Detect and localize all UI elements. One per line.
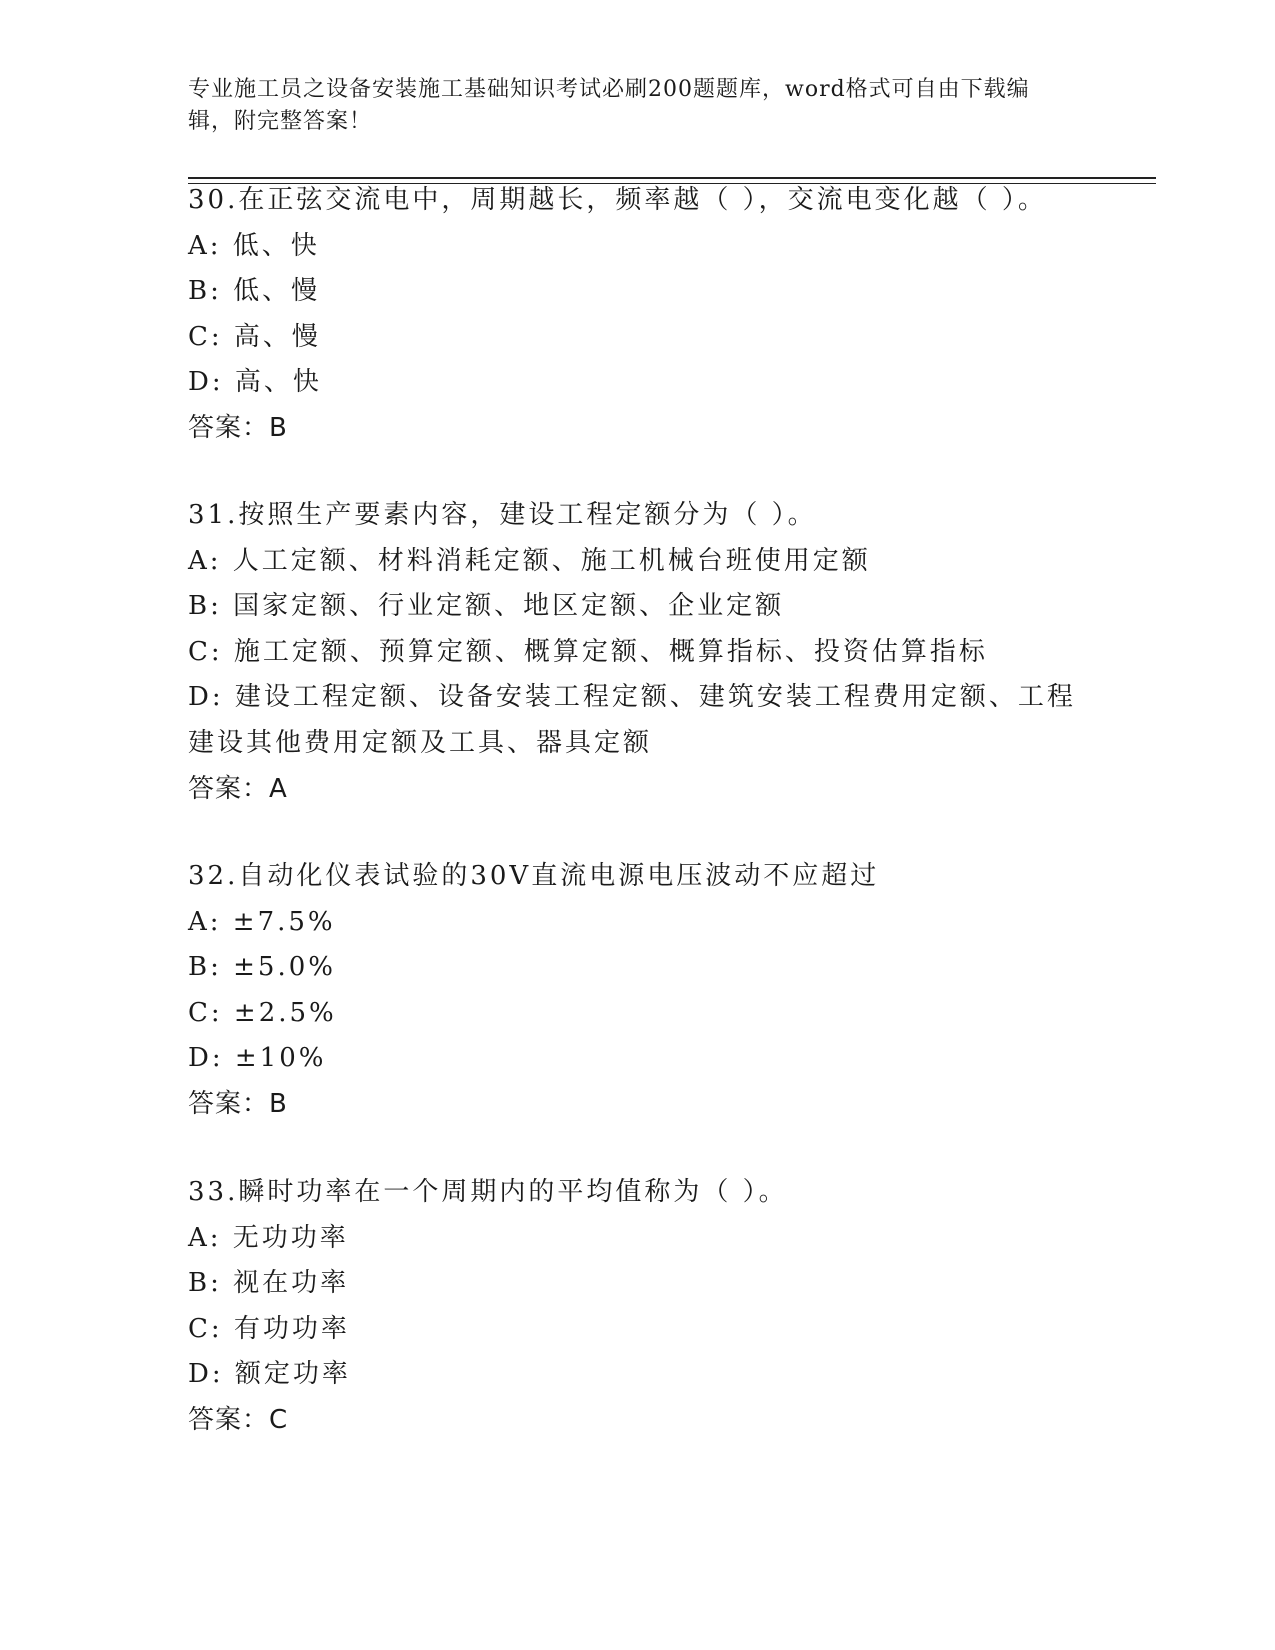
option-c: C: 施工定额、预算定额、概算定额、概算指标、投资估算指标: [188, 636, 988, 667]
answer-line: 答案：A: [188, 773, 288, 804]
option-a: A: 低、快: [188, 230, 320, 261]
answer-line: 答案：B: [188, 412, 288, 443]
answer-line: 答案：B: [188, 1088, 288, 1119]
option-d: D: 高、快: [188, 367, 322, 398]
option-c: C: 有功功率: [188, 1313, 350, 1344]
option-d: D: ±10%: [188, 1043, 327, 1074]
option-c: C: ±2.5%: [188, 997, 337, 1028]
option-b: B: 国家定额、行业定额、地区定额、企业定额: [188, 591, 785, 622]
question-stem: 33.瞬时功率在一个周期内的平均值称为（ ）。: [188, 1177, 788, 1207]
option-c: C: 高、慢: [188, 321, 321, 352]
option-a: A: 人工定额、材料消耗定额、施工机械台班使用定额: [188, 545, 871, 576]
question-stem: 31.按照生产要素内容，建设工程定额分为（ ）。: [188, 500, 817, 530]
question-31: [188, 493, 1078, 812]
question-stem: 30.在正弦交流电中，周期越长，频率越（ ），交流电变化越（ ）。: [188, 185, 1047, 215]
question-33: [188, 1170, 1078, 1444]
answer-line: 答案：C: [188, 1404, 289, 1435]
document-header: 专业施工员之设备安装施工基础知识考试必刷200题题库，word格式可自由下载编辑，附完整答案！: [188, 77, 1030, 134]
question-30: [188, 178, 1078, 452]
option-a: A: ±7.5%: [188, 906, 336, 937]
option-d: D: 建设工程定额、设备安装工程定额、建筑安装工程费用定额、工程建设其他费用定额及工具、器具定额: [188, 682, 1076, 758]
option-d: D: 额定功率: [188, 1359, 351, 1390]
question-stem: 32.自动化仪表试验的30V直流电源电压波动不应超过: [188, 861, 880, 891]
option-a: A: 无功功率: [188, 1222, 349, 1253]
option-b: B: 视在功率: [188, 1268, 350, 1299]
option-b: B: ±5.0%: [188, 952, 336, 983]
option-b: B: 低、慢: [188, 276, 321, 307]
question-32: [188, 854, 1078, 1128]
